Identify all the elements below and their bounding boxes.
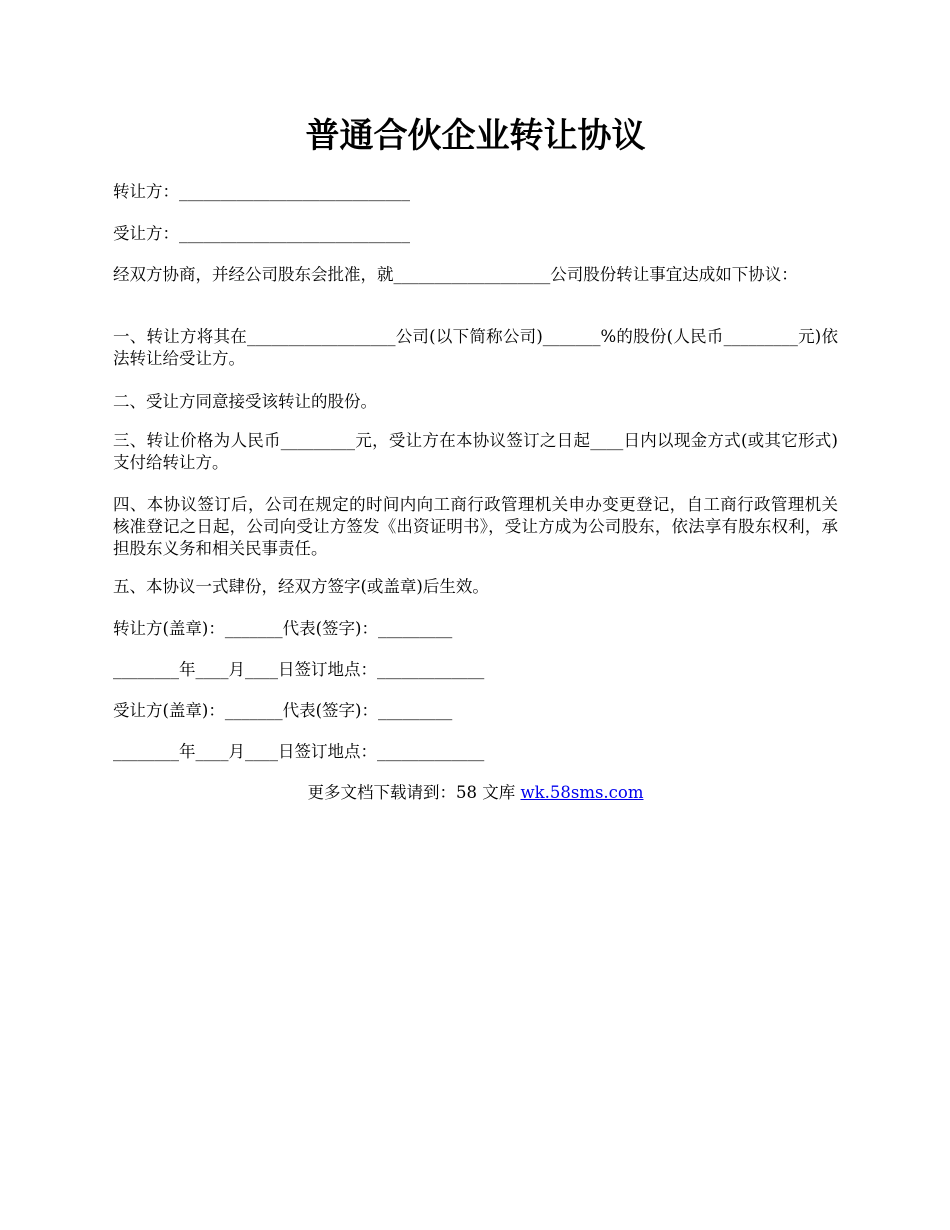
preamble-paragraph: 经双方协商，并经公司股东会批准，就___________________公司股份转让事宜达成如下协议： xyxy=(113,265,798,284)
footer xyxy=(113,782,838,804)
document-title: 普通合伙企业转让协议 xyxy=(305,116,646,156)
clause-2: 二、受让方同意接受该转让的股份。 xyxy=(113,392,377,411)
transferor-signature-line: 转让方(盖章)：_______代表(签字)：_________ xyxy=(113,619,453,638)
clause-4: 四、本协议签订后，公司在规定的时间内向工商行政管理机关申办变更登记，自工商行政管理机关核准登记之日起，公司向受让方签发《出资证明书》，受让方成为公司股东，依法享有股东权利，承担股东义务和相关民事责任。 xyxy=(113,495,838,558)
transferor-date-place-line: ________年____月____日签订地点：_____________ xyxy=(113,660,485,679)
footer-text: 更多文档下载请到：58 文库 xyxy=(307,783,521,802)
clause-1: 一、转让方将其在__________________公司(以下简称公司)_______%的股份(人民币_________元)依法转让给受让方。 xyxy=(113,327,838,368)
clause-5: 五、本协议一式肆份，经双方签字(或盖章)后生效。 xyxy=(113,577,489,596)
transferee-line: 受让方：____________________________ xyxy=(113,224,410,243)
transferee-date-place-line: ________年____月____日签订地点：_____________ xyxy=(113,742,485,761)
transferee-signature-line: 受让方(盖章)：_______代表(签字)：_________ xyxy=(113,701,453,720)
transferor-line: 转让方：____________________________ xyxy=(113,182,410,201)
clause-3: 三、转让价格为人民币_________元，受让方在本协议签订之日起____日内以现金方式(或其它形式)支付给转让方。 xyxy=(113,431,838,472)
footer-link[interactable]: wk.58sms.com xyxy=(520,783,644,802)
